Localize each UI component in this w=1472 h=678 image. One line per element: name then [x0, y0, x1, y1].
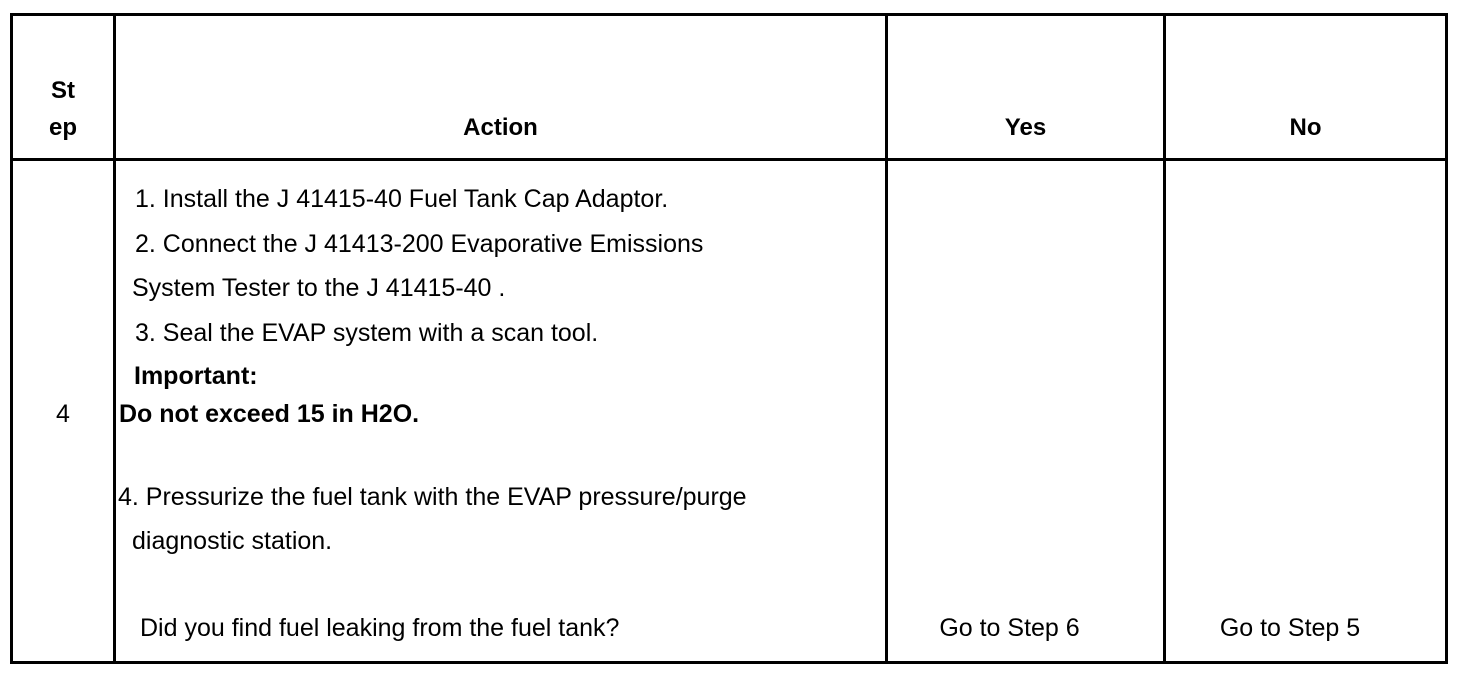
yes-result: Go to Step 6	[939, 614, 1080, 642]
header-divider	[10, 158, 1448, 161]
header-yes: Yes	[1004, 114, 1047, 141]
action-item-2-line1: 2. Connect the J 41413-200 Evaporative Emissions	[135, 230, 704, 258]
step-number: 4	[56, 400, 70, 428]
action-item-4-line1: 4. Pressurize the fuel tank with the EVAP pressure/purge	[118, 483, 747, 511]
action-item-4-line2: diagnostic station.	[132, 527, 333, 555]
no-result: Go to Step 5	[1219, 614, 1361, 642]
important-text: Do not exceed 15 in H2O.	[119, 400, 420, 428]
action-item-3: 3. Seal the EVAP system with a scan tool.	[135, 319, 599, 347]
header-step-line2: ep	[48, 114, 77, 141]
action-question: Did you find fuel leaking from the fuel tank?	[140, 614, 620, 642]
action-item-1: 1. Install the J 41415-40 Fuel Tank Cap Adaptor.	[135, 185, 669, 213]
header-action: Action	[463, 114, 538, 141]
header-step	[13, 72, 113, 146]
important-label: Important:	[134, 362, 258, 390]
header-no: No	[1289, 114, 1322, 141]
action-item-2-line2: System Tester to the J 41415-40 .	[132, 274, 506, 302]
header-step-line1: St	[51, 77, 75, 104]
